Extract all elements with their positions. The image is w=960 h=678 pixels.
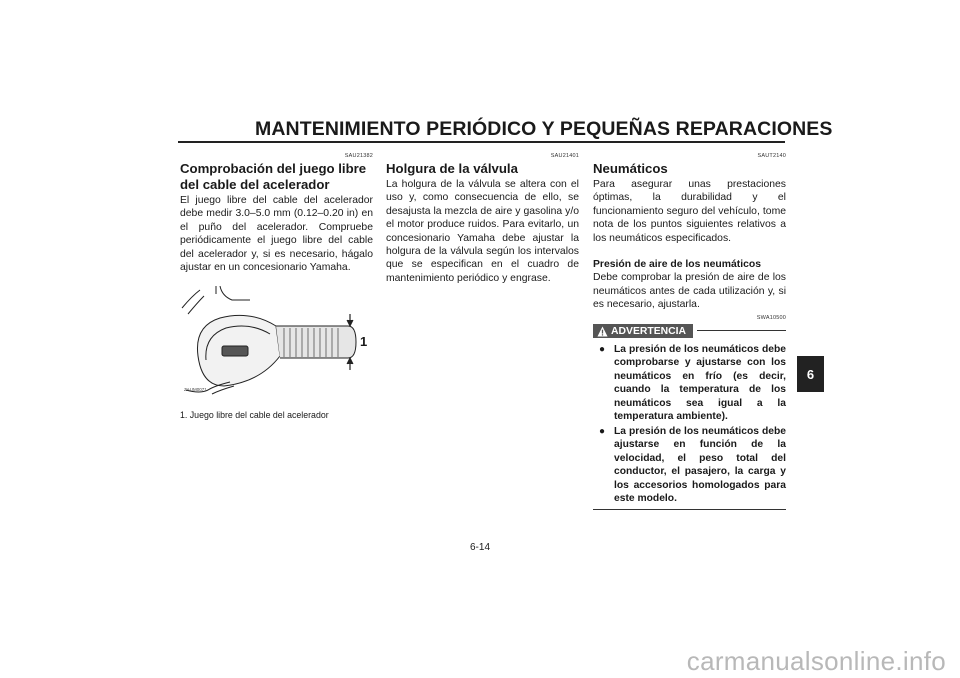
- chapter-tab: 6: [797, 356, 824, 392]
- column-valve: [386, 152, 579, 285]
- section-code: SAU21401: [550, 153, 579, 159]
- list-item: ● La presión de los neumáticos debe ajustarse en función de la velocidad, el peso total del conductor, el pasajero, la carga y los accesorios homologados para este modelo.: [599, 425, 786, 505]
- throttle-grip-illustration: [180, 286, 373, 400]
- warning-code: SWA10500: [756, 314, 786, 321]
- bullet-icon: ●: [599, 425, 606, 437]
- warning-header: [593, 324, 786, 338]
- warning-badge: [593, 324, 693, 338]
- warning-rule: [697, 330, 786, 332]
- bullet-icon: ●: [599, 343, 606, 355]
- figure-code: ZAUM0071: [184, 387, 207, 393]
- page-number: 6-14: [469, 542, 490, 553]
- section-body: La holgura de la válvula se altera con el uso y, como consecuencia de ello, se desajusta la mezcla de aire y gasolina y/o el motor produce ruidos. Para evitarlo, un concesionario Yamaha debe ajustar la holgura de la válvula según los intervalos que se especifican en el cuadro de mantenimiento periódico y engrase.: [386, 179, 579, 284]
- warning-end-rule: [593, 509, 786, 511]
- section-body: Para asegurar unas prestaciones óptimas, la durabilidad y el funcionamiento seguro del vehículo, tome nota de los puntos siguientes relativos a los neumáticos especificados.: [593, 179, 786, 244]
- header-rule: [178, 141, 785, 143]
- section-heading: Holgura de la válvula: [386, 161, 518, 176]
- section-code: SAU21382: [344, 153, 373, 159]
- warning-label: ADVERTENCIA: [611, 325, 687, 337]
- column-tires: [593, 152, 786, 510]
- subsection-body: Debe comprobar la presión de aire de los neumáticos antes de cada utilización y, si es necesario, ajustarla.: [593, 272, 786, 311]
- warning-list: [593, 343, 786, 506]
- section-heading: Neumáticos: [593, 161, 668, 176]
- page-header-title: MANTENIMIENTO PERIÓDICO Y PEQUEÑAS REPARACIONES: [255, 118, 833, 140]
- throttle-grip-drawing: [180, 286, 373, 400]
- subsection-heading: Presión de aire de los neumáticos: [593, 259, 762, 271]
- callout-number: 1: [360, 334, 368, 350]
- list-item: ● La presión de los neumáticos debe comprobarse y ajustarse con los neumáticos en frío (es decir, cuando la temperatura de los neumáticos sea igual a la temperatura ambiente).: [599, 343, 786, 423]
- figure-caption: 1. Juego libre del cable del acelerador: [180, 410, 329, 421]
- watermark-text: carmanualsonline.info: [686, 646, 946, 676]
- section-code: SAUT2140: [757, 153, 786, 159]
- column-throttle: [180, 152, 373, 420]
- warning-triangle-icon: [597, 326, 608, 337]
- section-body: El juego libre del cable del acelerador debe medir 3.0–5.0 mm (0.12–0.20 in) en el puño del acelerador. Compruebe periódicamente el juego libre del cable del acelerador y, si es necesario, hágalo ajustar en un concesionario Yamaha.: [180, 195, 373, 274]
- section-heading: Comprobación del juego libre del cable del acelerador: [180, 161, 367, 192]
